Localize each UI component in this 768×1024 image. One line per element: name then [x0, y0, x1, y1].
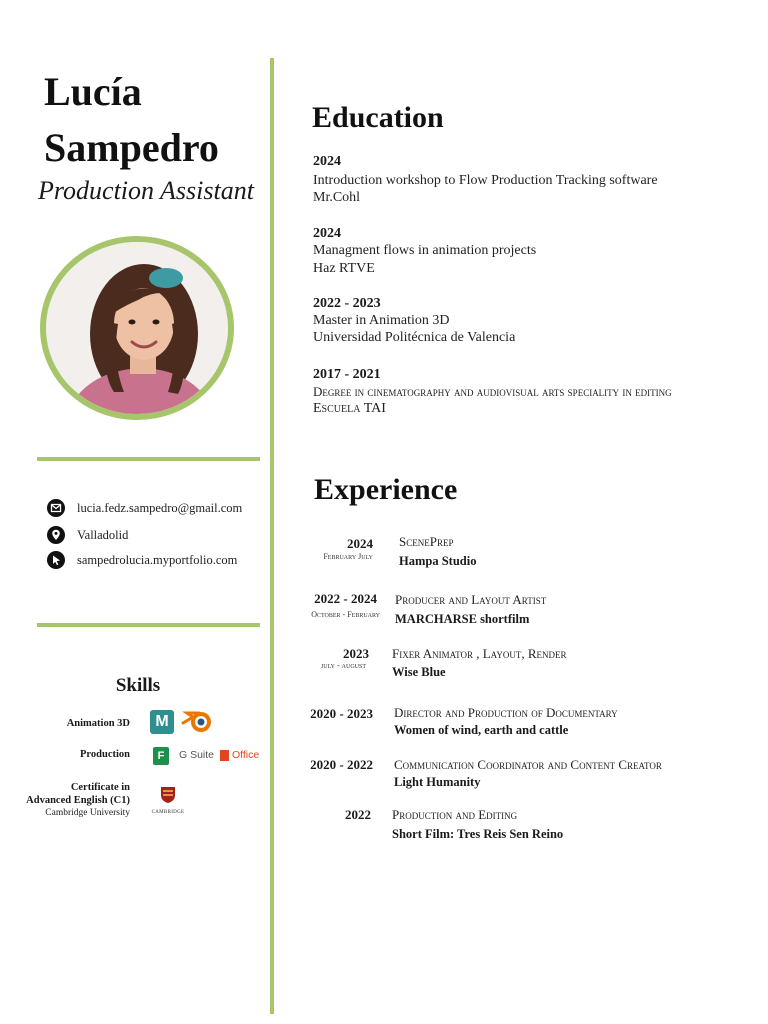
exp-role-2: Producer and Layout Artist: [395, 592, 547, 607]
exp-year-2: 2022 - 2024: [314, 591, 377, 606]
edu-year-2: 2024: [313, 226, 341, 241]
exp-company-2: MARCHARSE shortfilm: [395, 612, 530, 626]
exp-year-3: 2023: [343, 646, 369, 661]
exp-company-6: Short Film: Tres Reis Sen Reino: [392, 827, 564, 841]
edu-title-2: Managment flows in animation projects: [313, 243, 537, 258]
job-title: Production Assistant: [38, 176, 254, 205]
exp-role-3: Fixer Animator , Layout, Render: [392, 646, 567, 661]
edu-school-2: Haz RTVE: [313, 261, 375, 276]
exp-months-3: july - august: [320, 661, 366, 670]
exp-year-5: 2020 - 2022: [310, 757, 373, 772]
profile-photo: [40, 236, 234, 420]
exp-months-1: February July: [323, 552, 373, 561]
experience-heading: Experience: [314, 473, 458, 506]
cert-line-1: Certificate in: [70, 782, 130, 793]
edu-year-3: 2022 - 2023: [313, 296, 381, 311]
edu-title-4: Degree in cinematography and audiovisual arts speciality in editing: [313, 384, 672, 399]
contact-email-text: lucia.fedz.sampedro@gmail.com: [77, 500, 243, 515]
cambridge-logo-icon: [147, 786, 189, 815]
skill-label-production: Production: [80, 749, 130, 760]
exp-company-1: Hampa Studio: [399, 554, 477, 568]
exp-role-5: Communication Coordinator and Content Creator: [394, 757, 662, 772]
portrait-illustration: [46, 242, 228, 414]
divider-contact-bottom: [37, 623, 260, 627]
edu-school-1: Mr.Cohl: [313, 190, 361, 205]
exp-company-3: Wise Blue: [392, 665, 446, 679]
email-icon: [47, 499, 65, 517]
location-pin-icon: [47, 526, 65, 544]
edu-school-4: Escuela TAI: [313, 401, 386, 416]
contact-email[interactable]: [47, 499, 242, 517]
blender-logo-icon: [181, 708, 215, 739]
edu-year-1: 2024: [313, 154, 341, 169]
flow-logo-icon: [153, 747, 169, 765]
skills-heading: Skills: [115, 675, 161, 696]
edu-school-3: Universidad Politécnica de Valencia: [313, 330, 516, 345]
contact-portfolio-text: sampedrolucia.myportfolio.com: [77, 552, 238, 567]
cert-line-2: Advanced English (C1): [26, 795, 130, 806]
contact-location-text: Valladolid: [77, 527, 129, 542]
exp-role-6: Production and Editing: [392, 807, 518, 822]
exp-year-4: 2020 - 2023: [310, 706, 373, 721]
first-name: Lucía: [44, 69, 142, 114]
divider-contact-top: [37, 457, 260, 461]
contact-portfolio[interactable]: [47, 551, 237, 569]
exp-company-4: Women of wind, earth and cattle: [394, 723, 569, 737]
exp-year-6: 2022: [345, 807, 371, 822]
flow-logo-letter: F: [157, 750, 165, 762]
gsuite-logo-icon: [179, 749, 214, 761]
exp-months-2: October - February: [311, 610, 380, 619]
exp-company-5: Light Humanity: [394, 775, 481, 789]
edu-title-1: Introduction workshop to Flow Production Tracking software: [313, 173, 658, 188]
contact-location: [47, 526, 128, 544]
maya-logo-icon: [150, 710, 174, 734]
cambridge-logo-text: CAMBRIDGE: [151, 810, 185, 815]
cambridge-shield-icon: [160, 786, 176, 804]
edu-title-3: Master in Animation 3D: [313, 313, 450, 328]
skill-label-animation: Animation 3D: [66, 718, 130, 729]
skill-certificate: [18, 781, 130, 820]
edu-year-4: 2017 - 2021: [313, 367, 381, 382]
last-name: Sampedro: [44, 125, 219, 170]
office-square-icon: [220, 750, 229, 761]
exp-role-4: Director and Production of Documentary: [394, 705, 618, 720]
exp-year-1: 2024: [347, 536, 373, 551]
gsuite-logo-text: G Suite: [179, 749, 215, 761]
cert-line-3: Cambridge University: [45, 808, 130, 818]
cursor-icon: [47, 551, 65, 569]
office-logo-text: Office: [232, 749, 260, 761]
maya-logo-letter: M: [155, 713, 169, 730]
education-heading: Education: [312, 101, 444, 134]
exp-role-1: ScenePrep: [399, 534, 454, 549]
